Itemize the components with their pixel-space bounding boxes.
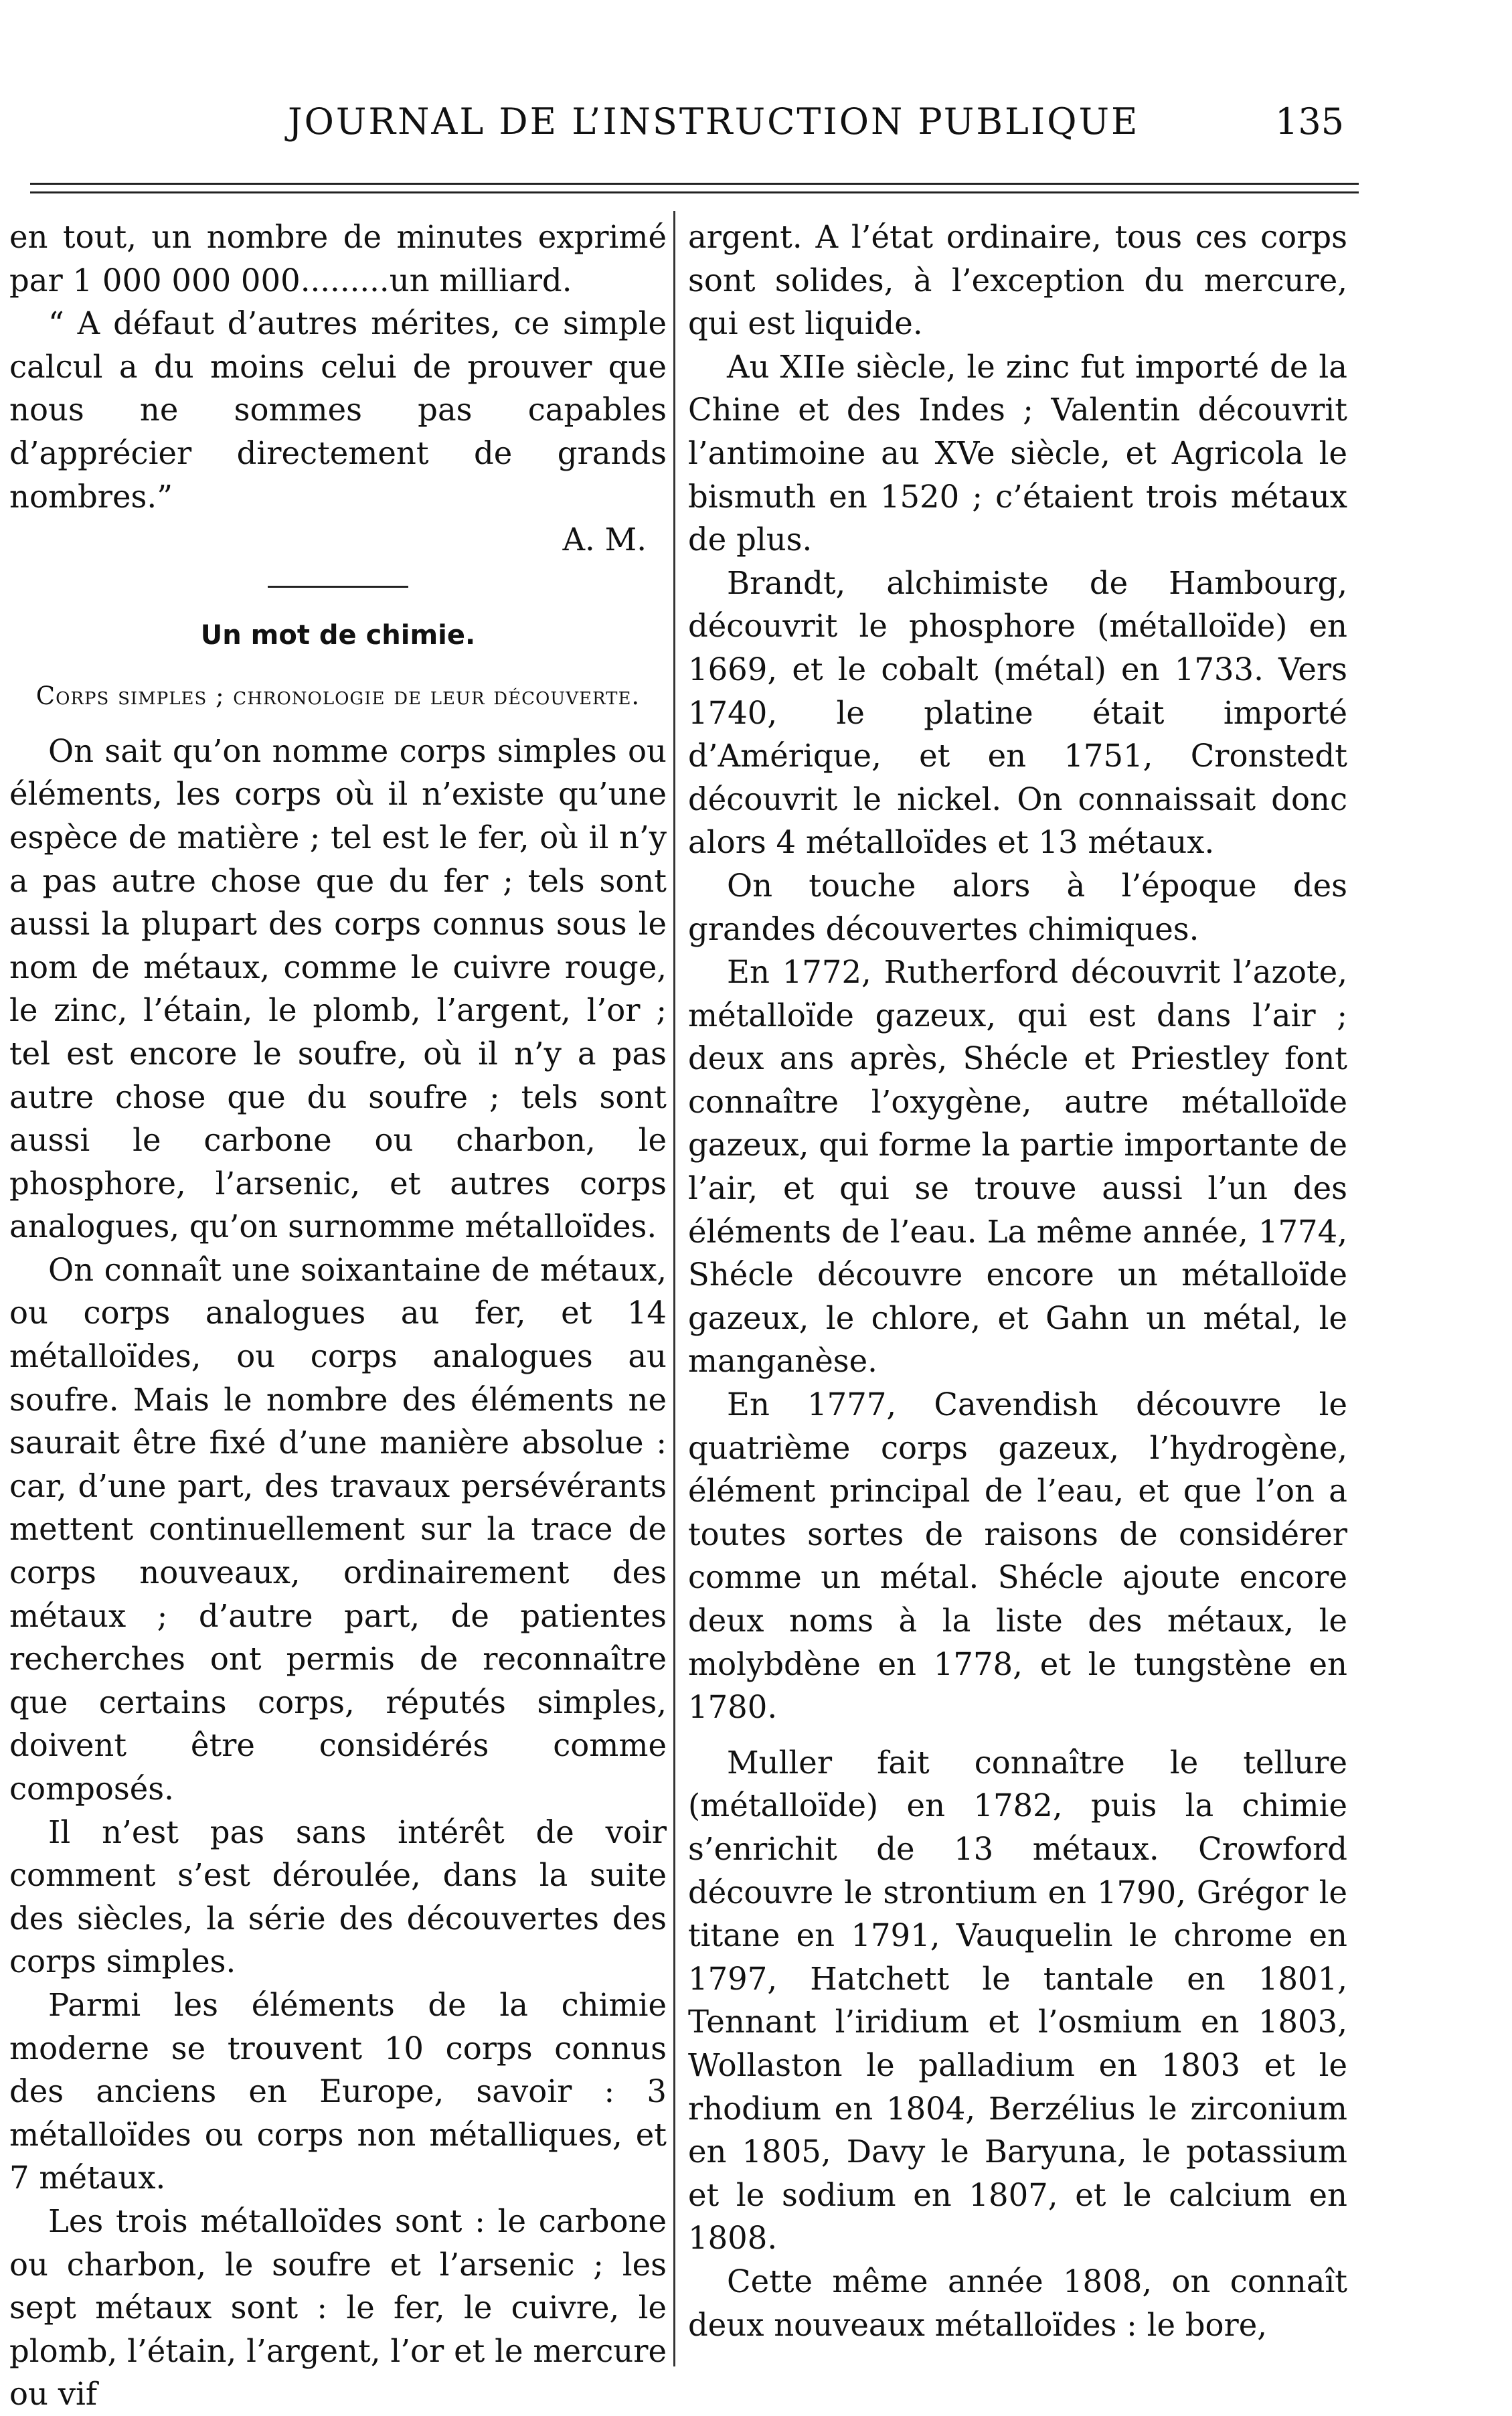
paragraph: Au XIIe siècle, le zinc fut importé de la Chine et des Indes ; Valentin découvrit l’antimoine au XVe siècle, et Agricola le bismuth en 1520 ; c’étaient trois métaux de plus. — [688, 348, 1347, 558]
paragraph: On sait qu’on nomme corps simples ou éléments, les corps où il n’existe qu’une espèce de matière ; tel est le fer, où il n’y a pas autre chose que du fer ; tels sont aussi la plupart des corps connus sous le nom de métaux, comme le cuivre rouge, le zinc, l’étain, le plomb, l’argent, l’or ; tel est encore le soufre, où il n’y a pas autre chose que du soufre ; tels sont aussi le carbone ou charbon, le phosphore, l’arsenic, et autres corps analogues, qu’on surnomme métalloïdes. — [9, 732, 667, 1245]
paragraph: Cette même année 1808, on connaît deux nouveaux métalloïdes : le bore, — [688, 2263, 1347, 2343]
left-column — [9, 216, 667, 2413]
paragraph: Les trois métalloïdes sont : le carbone ou charbon, le soufre et l’arsenic ; les sept métaux sont : le fer, le cuivre, le plomb, l’étain, l’argent, l’or et le mercure ou vif — [9, 2202, 667, 2413]
paragraph: “ A défaut d’autres mérites, ce simple calcul a du moins celui de prouver que nous ne sommes pas capables d’apprécier directement de grands nombres.” — [9, 305, 667, 515]
paragraph: Parmi les éléments de la chimie moderne se trouvent 10 corps connus des anciens en Europe, savoir : 3 métalloïdes ou corps non métalliques, et 7 métaux. — [9, 1986, 667, 2196]
paragraph-gap — [688, 1729, 1347, 1741]
page-header — [0, 87, 1512, 161]
paragraph: En 1772, Rutherford découvrit l’azote, métalloïde gazeux, qui est dans l’air ; deux ans après, Shécle et Priestley font connaître l’oxygène, autre métalloïde gazeux, qui forme la partie importante de l’air, et qui se trouve aussi l’un des éléments de l’eau. La même année, 1774, Shécle découvre encore un métalloïde gazeux, le chlore, et Gahn un métal, le manganèse. — [688, 954, 1347, 1380]
header-rule-top — [30, 183, 1359, 185]
paragraph: Il n’est pas sans intérêt de voir comment s’est déroulée, dans la suite des siècles, la série des découvertes des corps simples. — [9, 1814, 667, 1980]
paragraph: en tout, un nombre de minutes exprimé par 1 000 000 000.........un milliard. — [9, 219, 667, 299]
section-subtitle: Corps simples ; chronologie de leur découverte. — [35, 681, 641, 710]
paragraph: On connaît une soixantaine de métaux, ou corps analogues au fer, et 14 métalloïdes, ou corps analogues au soufre. Mais le nombre des éléments ne saurait être fixé d’une manière absolue : car, d’une part, des travaux persévérants mettent continuellement sur la trace de corps nouveaux, ordinairement des métaux ; d’autre part, de patientes recherches ont permis de reconnaître que certains corps, réputés simples, doivent être considérés comme composés. — [9, 1251, 667, 1807]
paragraph: Brandt, alchimiste de Hambourg, découvrit le phosphore (métalloïde) en 1669, et le cobalt (métal) en 1733. Vers 1740, le platine était importé d’Amérique, et en 1751, Cronstedt découvrit le nickel. On connaissait donc alors 4 métalloïdes et 13 métaux. — [688, 564, 1347, 861]
author-signature: A. M. — [562, 521, 647, 558]
page-number: 135 — [1275, 100, 1345, 143]
right-column — [688, 216, 1347, 2371]
column-divider — [673, 211, 675, 2366]
paragraph: En 1777, Cavendish découvre le quatrième corps gazeux, l’hydrogène, élément principal de l’eau, et que l’on a toutes sortes de raisons de considérer comme un métal. Shécle ajoute encore deux noms à la liste des métaux, le molybdène en 1778, et le tungstène en 1780. — [688, 1386, 1347, 1726]
section-separator — [268, 586, 408, 588]
journal-title: JOURNAL DE L’INSTRUCTION PUBLIQUE — [288, 100, 1140, 143]
paragraph: argent. A l’état ordinaire, tous ces corps sont solides, à l’exception du mercure, qui est liquide. — [688, 219, 1347, 342]
paragraph: Muller fait connaître le tellure (métalloïde) en 1782, puis la chimie s’enrichit de 13 métaux. Crowford découvre le strontium en 1790, Grégor le titane en 1791, Vauquelin le chrome en 1797, Hatchett le tantale en 1801, Tennant l’iridium et l’osmium en 1803, Wollaston le palladium en 1803 et le rhodium en 1804, Berzélius le zirconium en 1805, Davy le Baryuna, le potassium et le sodium en 1807, et le calcium en 1808. — [688, 1744, 1347, 2257]
section-title: Un mot de chimie. — [200, 619, 476, 651]
header-rule-bottom — [30, 191, 1359, 193]
paragraph: On touche alors à l’époque des grandes découvertes chimiques. — [688, 867, 1347, 947]
